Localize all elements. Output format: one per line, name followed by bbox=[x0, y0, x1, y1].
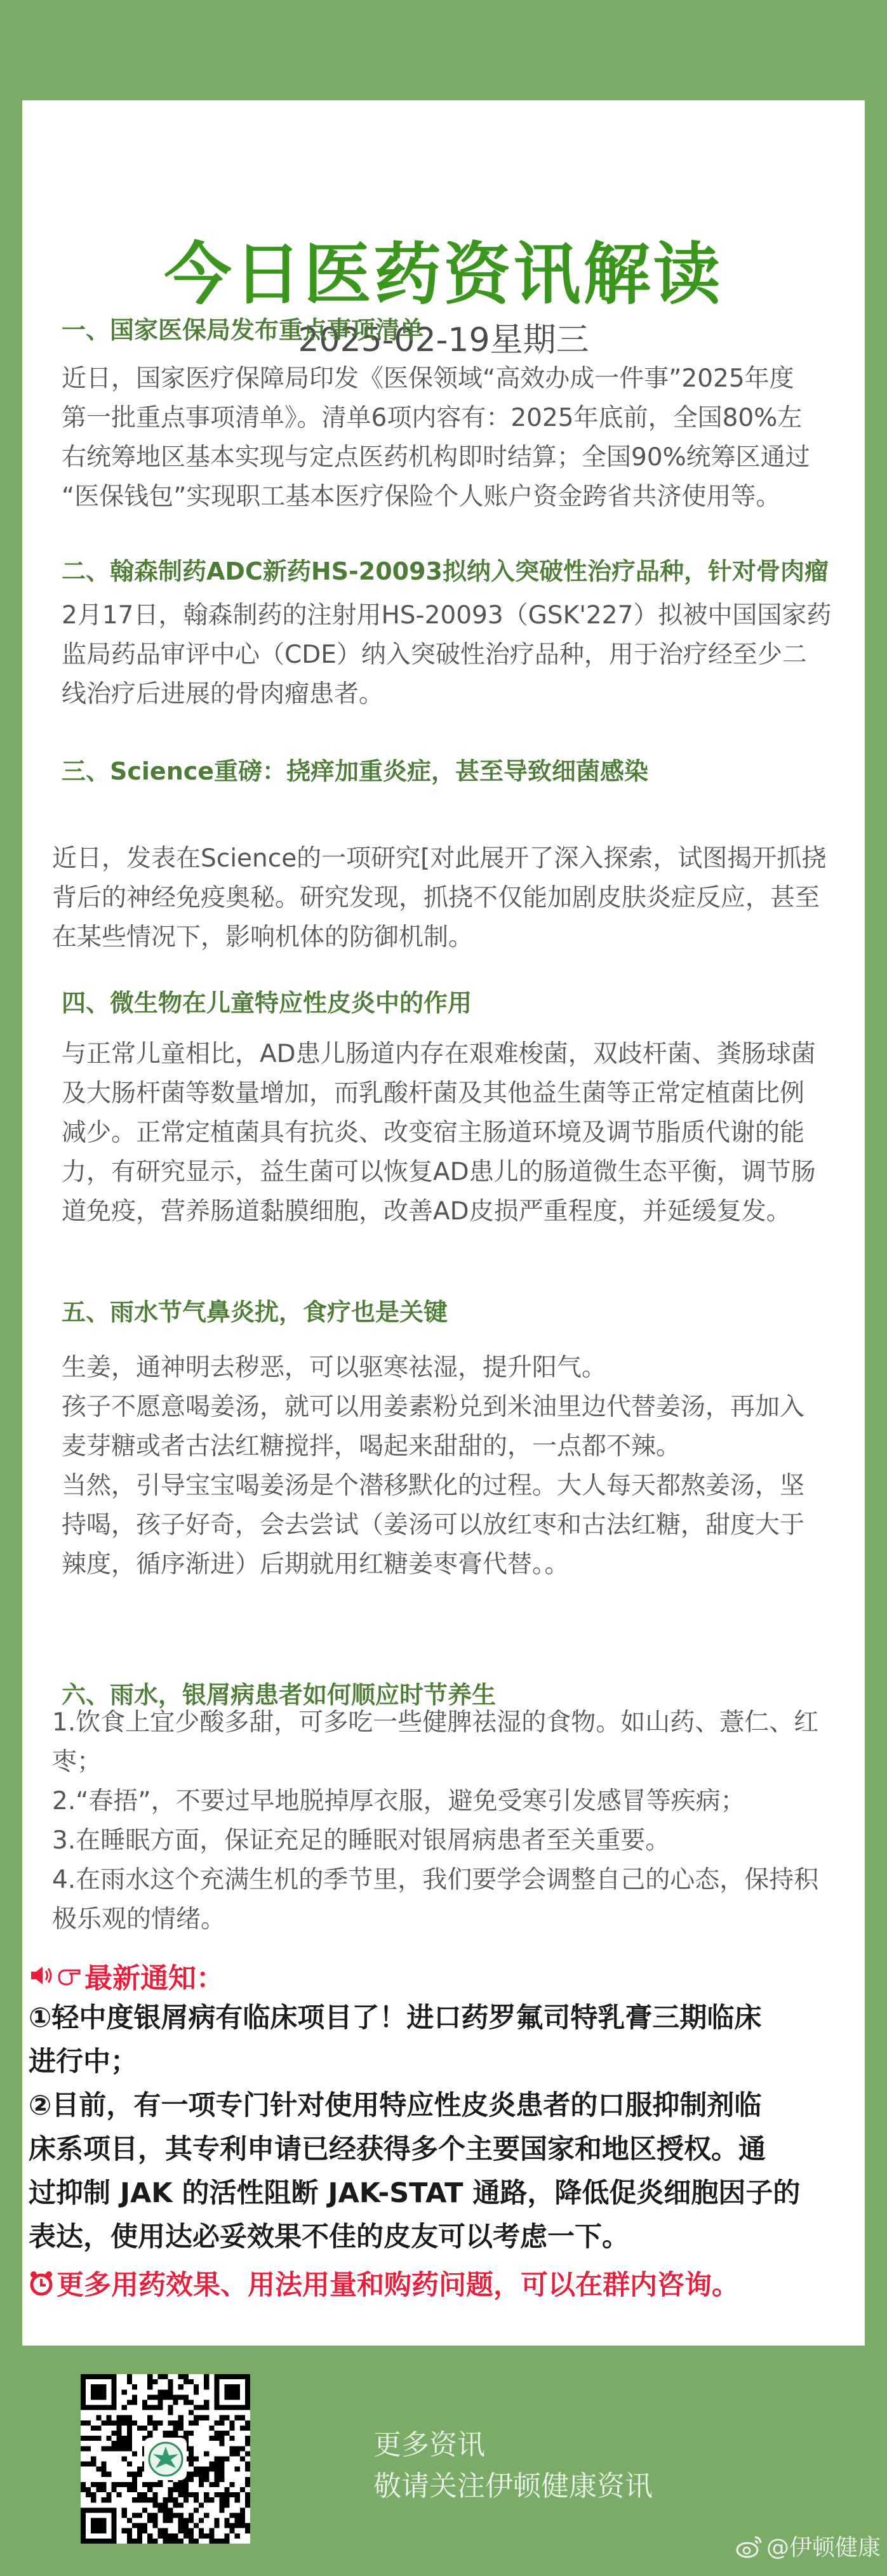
section-heading: 一、国家医保局发布重点事项清单 bbox=[62, 316, 424, 344]
section-body bbox=[62, 1035, 816, 1232]
text-line: 第一批重点事项清单》。清单6项内容有：2025年底前，全国80%左 bbox=[62, 404, 803, 432]
text-line: 麦芽糖或者古法红糖搅拌，喝起来甜甜的，一点都不辣。 bbox=[62, 1432, 681, 1461]
section-heading: 三、Science重磅：挠痒加重炎症，甚至导致细菌感染 bbox=[62, 757, 649, 785]
text-line: ①轻中度银屑病有临床项目了！进口药罗氟司特乳膏三期临床 bbox=[29, 2002, 762, 2034]
date-label: 2025-02-19星期三 bbox=[298, 321, 589, 359]
text-line: 表达，使用达必妥效果不佳的皮友可以考虑一下。 bbox=[29, 2221, 629, 2253]
footer-line-1: 更多资讯 bbox=[373, 2429, 485, 2461]
consult-note bbox=[29, 2264, 739, 2302]
section-heading: 五、雨水节气鼻炎扰，食疗也是关键 bbox=[62, 1298, 448, 1326]
text-line: 2月17日，翰森制药的注射用HS-20093（GSK'227）拟被中国国家药 bbox=[62, 601, 832, 630]
section-body bbox=[62, 359, 810, 517]
text-line: 进行中； bbox=[29, 2046, 138, 2078]
text-line: 线治疗后进展的骨肉瘤患者。 bbox=[62, 680, 384, 708]
text-line: 右统筹地区基本实现与定点医药机构即时结算；全国90%统筹区通过 bbox=[62, 443, 810, 472]
text-line: 极乐观的情绪。 bbox=[52, 1905, 226, 1934]
text-line: 近日，发表在Science的一项研究[对此展开了深入探索，试图揭开抓挠 bbox=[52, 844, 827, 873]
text-line: 4.在雨水这个充满生机的季节里，我们要学会调整自己的心态，保持积 bbox=[52, 1866, 819, 1894]
section-body bbox=[52, 839, 826, 957]
text-line: 减少。正常定植菌具有抗炎、改变宿主肠道环境及调节脂质代谢的能 bbox=[62, 1119, 805, 1147]
text-line: 过抑制 JAK 的活性阻断 JAK-STAT 通路，降低促炎细胞因子的 bbox=[29, 2177, 801, 2209]
text-line: 道免疫，营养肠道黏膜细胞，改善AD皮损严重程度，并延缓复发。 bbox=[62, 1197, 791, 1226]
page-title: 今日医药资讯解读 bbox=[164, 236, 723, 314]
text-line: 在某些情况下，影响机体的防御机制。 bbox=[52, 923, 474, 952]
text-line: 当然，引导宝宝喝姜汤是个潜移默化的过程。大人每天都熬姜汤，坚 bbox=[62, 1471, 805, 1500]
section-body bbox=[62, 1348, 804, 1584]
section-body bbox=[62, 596, 831, 714]
consult-text: 更多用药效果、用法用量和购药问题，可以在群内咨询。 bbox=[57, 2269, 739, 2301]
speaker-icon bbox=[29, 1963, 54, 1988]
text-line: ②目前，有一项专门针对使用特应性皮炎患者的口服抑制剂临 bbox=[29, 2090, 762, 2121]
brand-logo-icon bbox=[144, 2438, 187, 2480]
text-line: “医保钱包”实现职工基本医疗保险个人账户资金跨省共济使用等。 bbox=[62, 482, 781, 511]
text-line: 枣； bbox=[52, 1748, 102, 1776]
section-heading: 二、翰森制药ADC新药HS-20093拟纳入突破性治疗品种，针对骨肉瘤 bbox=[62, 557, 829, 585]
text-line: 生姜，通神明去秽恶，可以驱寒祛湿，提升阳气。 bbox=[62, 1353, 607, 1382]
text-line: 近日，国家医疗保障局印发《医保领域“高效办成一件事”2025年度 bbox=[62, 364, 794, 393]
notice-body bbox=[29, 1996, 800, 2259]
text-line: 床系项目，其专利申请已经获得多个主要国家和地区授权。通 bbox=[29, 2134, 766, 2165]
weibo-watermark bbox=[736, 2530, 881, 2562]
section-body bbox=[52, 1703, 818, 1939]
notice-title: 最新通知： bbox=[84, 1962, 224, 1995]
text-line: 背后的神经免疫奥秘。研究发现，抓挠不仅能加剧皮肤炎症反应，甚至 bbox=[52, 884, 820, 912]
text-line: 持喝，孩子好奇，会去尝试（姜汤可以放红枣和古法红糖，甜度大于 bbox=[62, 1511, 805, 1539]
watermark-text: @伊顿健康 bbox=[766, 2535, 881, 2561]
section-heading: 四、微生物在儿童特应性皮炎中的作用 bbox=[62, 989, 472, 1017]
footer-line-2: 敬请关注伊顿健康资讯 bbox=[373, 2470, 653, 2502]
qr-code[interactable] bbox=[81, 2374, 250, 2544]
text-line: 3.在睡眠方面，保证充足的睡眠对银屑病患者至关重要。 bbox=[52, 1826, 670, 1855]
alarm-clock-icon bbox=[29, 2269, 54, 2297]
pointing-hand-icon bbox=[57, 1963, 82, 1988]
text-line: 孩子不愿意喝姜汤，就可以用姜素粉兑到米油里边代替姜汤，再加入 bbox=[62, 1393, 805, 1421]
text-line: 力，有研究显示，益生菌可以恢复AD患儿的肠道微生态平衡，调节肠 bbox=[62, 1158, 816, 1186]
text-line: 与正常儿童相比，AD患儿肠道内存在艰难梭菌，双歧杆菌、粪肠球菌 bbox=[62, 1040, 816, 1068]
section-heading: 六、雨水，银屑病患者如何顺应时节养生 bbox=[62, 1681, 497, 1709]
text-line: 2.“春捂”，不要过早地脱掉厚衣服，避免受寒引发感冒等疾病； bbox=[52, 1787, 745, 1816]
notice-heading bbox=[29, 1955, 224, 1996]
text-line: 及大肠杆菌等数量增加，而乳酸杆菌及其他益生菌等正常定植菌比例 bbox=[62, 1079, 805, 1108]
text-line: 辣度，循序渐进）后期就用红糖姜枣膏代替。。 bbox=[62, 1550, 570, 1579]
weibo-icon bbox=[736, 2533, 764, 2559]
text-line: 1.饮食上宜少酸多甜，可多吃一些健脾祛湿的食物。如山药、薏仁、红 bbox=[52, 1708, 819, 1737]
text-line: 监局药品审评中心（CDE）纳入突破性治疗品种，用于治疗经至少二 bbox=[62, 641, 807, 669]
